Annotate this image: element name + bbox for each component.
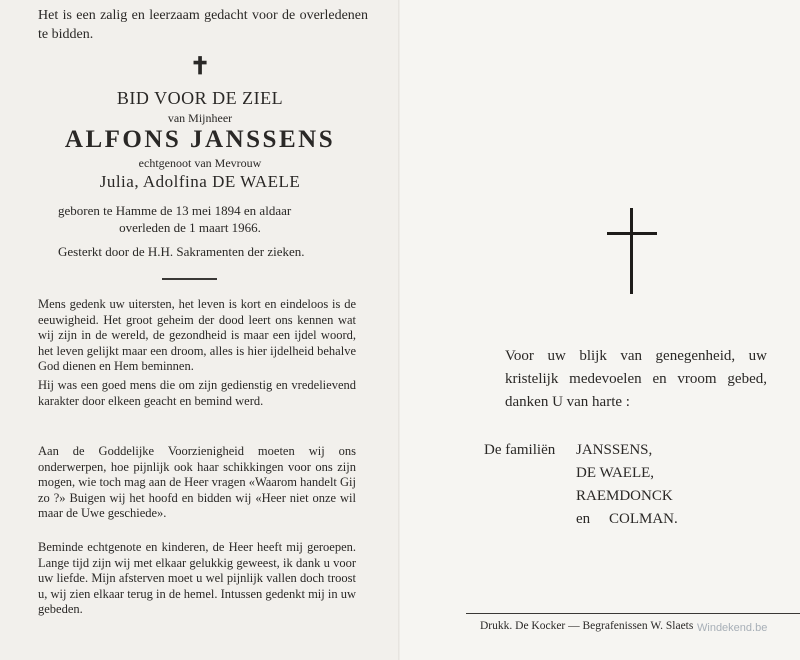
sacraments-text: Gesterkt door de H.H. Sakramenten der zieken.	[58, 244, 305, 259]
spouse-name: Julia, Adolfina DE WAELE	[99, 172, 301, 191]
intro-text: Het is een zalig en leerzaam gedacht voor de overledenen te bidden.	[38, 8, 368, 42]
family-row	[484, 439, 774, 462]
families-and: en	[576, 511, 591, 527]
birth-line: geboren te Hamme de 13 mei 1894 en aldaar	[58, 203, 292, 218]
death-line: overleden de 1 maart 1966.	[119, 220, 261, 235]
printer-credit: Drukk. De Kocker — Begrafenissen W. Slaets	[480, 620, 694, 632]
watermark: Windekend.be	[697, 622, 768, 634]
birth-death-dates	[58, 202, 350, 236]
families-lead: De familiën	[484, 442, 556, 458]
family-row	[484, 462, 774, 485]
deceased-name: ALFONS JANSSENS	[64, 126, 336, 153]
families-list	[484, 439, 774, 531]
right-page	[400, 0, 800, 660]
family-row	[484, 485, 774, 508]
family-name: RAEMDONCK	[576, 488, 673, 504]
thanks-text: Voor uw blijk van genegenheid, uw kristelijk medevoelen en vroom gebed, danken U van harte :	[505, 348, 767, 410]
small-cross-icon: ✝	[189, 54, 211, 80]
family-name: COLMAN.	[609, 511, 678, 527]
family-row	[484, 508, 774, 531]
cross-icon	[607, 208, 657, 294]
family-name: JANSSENS,	[576, 442, 653, 458]
paragraph: Beminde echtgenote en kinderen, de Heer heeft mij geroepen. Lange tijd zijn wij met elkaar gelukkig geweest, ik dank u voor uw liefde. Mijn afsterven moet u wel pijnlijk vallen doch troost u, wij zien elkaar terug in de hemel. Intussen gedenkt mij in uw gebeden.	[38, 540, 356, 617]
spouse-intro: echtgenoot van Mevrouw	[138, 156, 262, 170]
van-text: van Mijnheer	[167, 111, 233, 125]
divider	[162, 278, 217, 280]
paragraph: Hij was een goed mens die om zijn gedienstig en vredelievend karakter door elkeen geacht en bemind werd.	[38, 378, 356, 408]
prayer-heading: BID VOOR DE ZIEL	[116, 88, 284, 108]
printer-divider	[466, 613, 800, 614]
paragraph: Mens gedenk uw uitersten, het leven is kort en eindeloos is de eeuwigheid. Het groot geheim der dood leert ons kennen wat wij zijn in de wereld, de gezondheid is maar een ijdel woord, het leven gelijkt maar een droom, alles is hier ijdelheid behalve God dienen en Hem beminnen.	[38, 297, 356, 374]
paragraph: Aan de Goddelijke Voorzienigheid moeten wij ons onderwerpen, hoe pijnlijk ook haar schikkingen voor ons zijn mogen, wie toch mag aan de Heer vragen «Waarom handelt Gij zo ?» Buigen wij het hoofd en bidden wij «Heer niet onze wil maar de Uwe geschiede».	[38, 444, 356, 521]
family-name: DE WAELE,	[576, 465, 655, 481]
